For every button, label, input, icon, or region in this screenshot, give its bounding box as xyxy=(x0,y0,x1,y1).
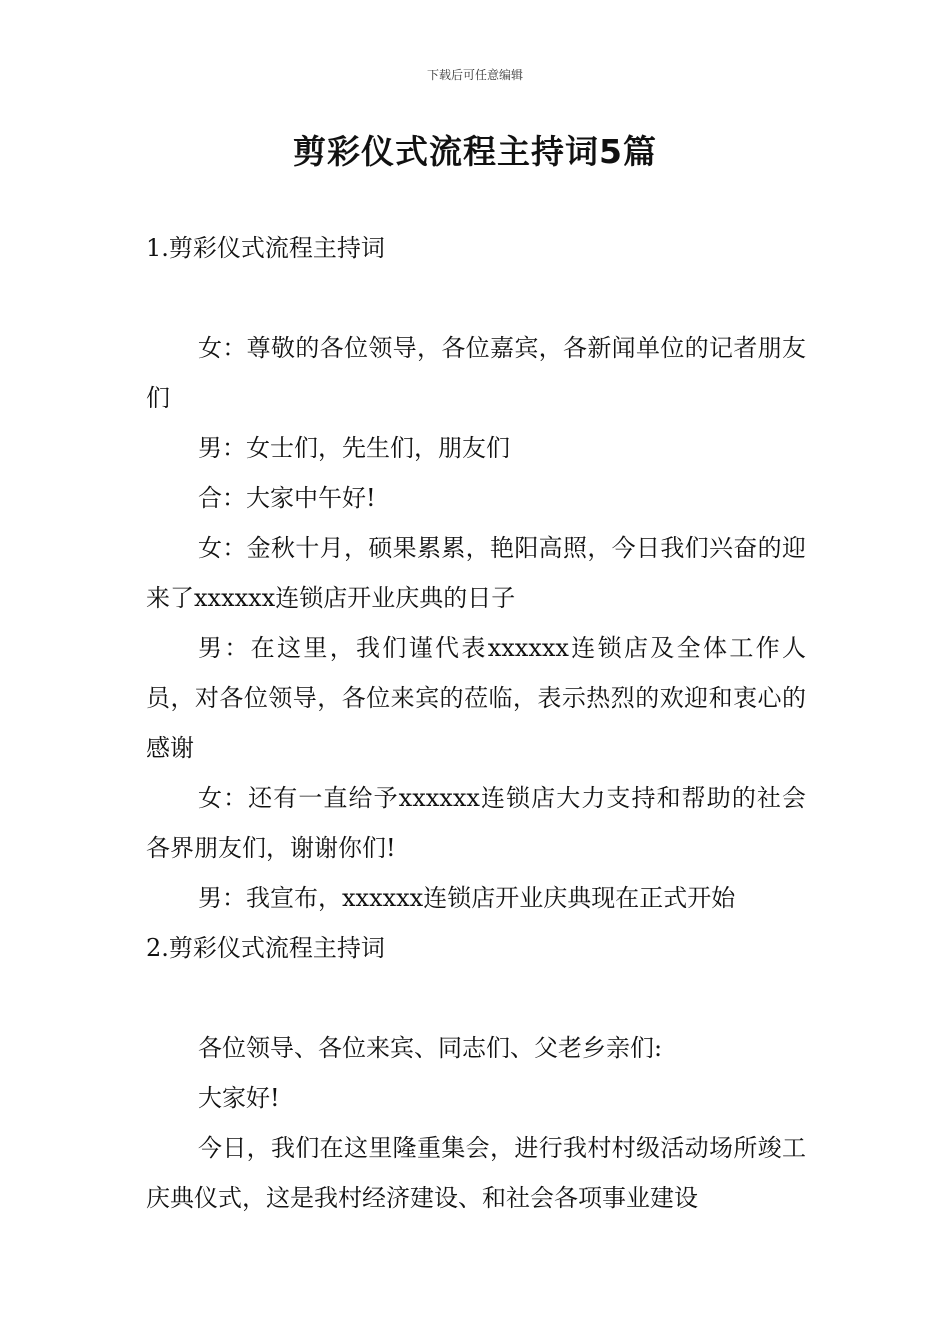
paragraph: 女：金秋十月，硕果累累，艳阳高照，今日我们兴奋的迎来了xxxxxx连锁店开业庆典的日子 xyxy=(146,534,806,612)
section-heading-1: 1.剪彩仪式流程主持词 xyxy=(146,234,385,262)
paragraph: 女：尊敬的各位领导，各位嘉宾，各新闻单位的记者朋友们 xyxy=(146,334,806,412)
paragraph: 大家好! xyxy=(198,1084,280,1112)
document-body xyxy=(146,223,806,1223)
paragraph: 男：女士们，先生们，朋友们 xyxy=(198,434,510,462)
paragraph: 女：还有一直给予xxxxxx连锁店大力支持和帮助的社会各界朋友们，谢谢你们! xyxy=(146,784,806,862)
paragraph: 各位领导、各位来宾、同志们、父老乡亲们: xyxy=(198,1034,663,1062)
header-note: 下载后可任意编辑 xyxy=(426,68,523,82)
paragraph: 今日，我们在这里隆重集会，进行我村村级活动场所竣工庆典仪式，这是我村经济建设、和社会各项事业建设 xyxy=(146,1134,806,1212)
paragraph: 合：大家中午好! xyxy=(198,484,376,512)
document-title: 剪彩仪式流程主持词5篇 xyxy=(293,132,657,171)
section-heading-2: 2.剪彩仪式流程主持词 xyxy=(146,934,385,962)
paragraph: 男：我宣布，xxxxxx连锁店开业庆典现在正式开始 xyxy=(198,884,736,912)
paragraph: 男：在这里，我们谨代表xxxxxx连锁店及全体工作人员，对各位领导，各位来宾的莅临，表示热烈的欢迎和衷心的感谢 xyxy=(146,634,806,762)
